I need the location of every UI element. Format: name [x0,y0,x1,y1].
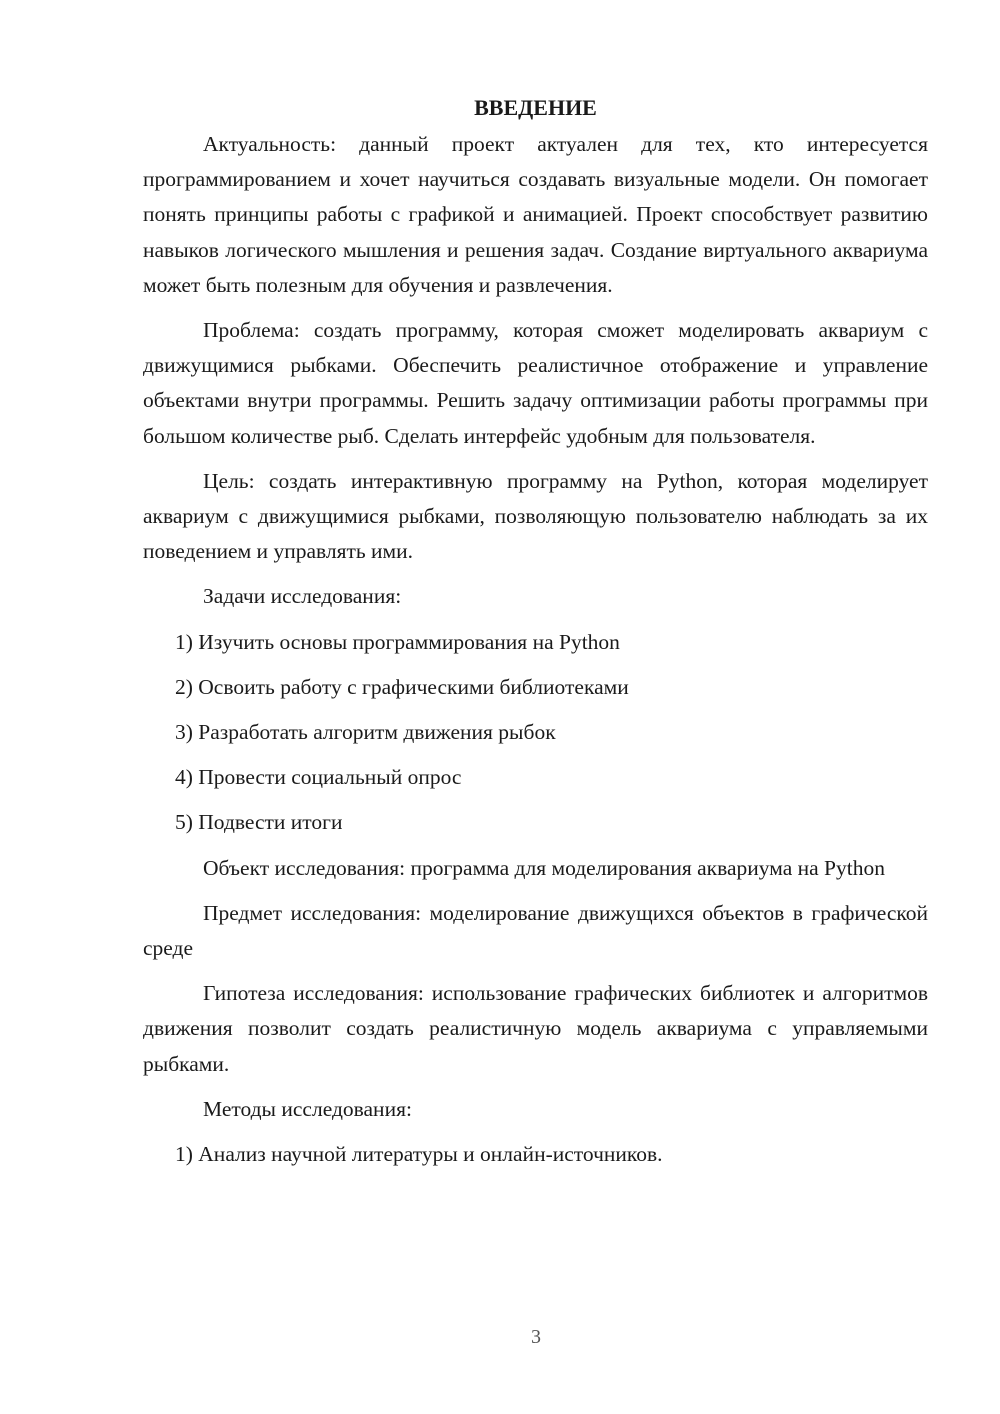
tasks-heading: Задачи исследования: [203,584,402,609]
task-item-1: 1) Изучить основы программирования на Python [175,629,620,654]
task-item-2: 2) Освоить работу с графическими библиотеками [175,674,629,699]
paragraph-hypothesis: Гипотеза исследования: использование графических библиотек и алгоритмов движения позволит создать реалистичную модель аквариума с управляемыми рыбками. [143,981,928,1076]
paragraph-problem: Проблема: создать программу, которая сможет моделировать аквариум с движущимися рыбками. Обеспечить реалистичное отображение и управление объектами внутри программы. Решить задачу оптимизации работы программы при большом количестве рыб. Сделать интерфейс удобным для пользователя. [143,318,928,448]
method-item-1: 1) Анализ научной литературы и онлайн-источников. [175,1142,663,1167]
paragraph-object: Объект исследования: программа для моделирования аквариума на Python [203,855,885,880]
section-title: ВВЕДЕНИЕ [474,95,597,120]
document-page [143,93,928,1182]
paragraph-subject: Предмет исследования: моделирование движущихся объектов в графической среде [143,900,928,961]
page-number: 3 [531,1326,541,1348]
task-item-4: 4) Провести социальный опрос [175,765,462,790]
paragraph-goal: Цель: создать интерактивную программу на Python, которая моделирует аквариум с движущимися рыбками, позволяющую пользователю наблюдать за их поведением и управлять ими. [143,468,928,564]
methods-heading: Методы исследования: [203,1096,412,1121]
paragraph-relevance: Актуальность: данный проект актуален для тех, кто интересуется программированием и хочет научиться создавать визуальные модели. Он помогает понять принципы работы с графикой и анимацией. Проект способствует развитию навыков логического мышления и решения задач. Создание виртуального аквариума может быть полезным для обучения и развлечения. [143,132,928,297]
task-item-3: 3) Разработать алгоритм движения рыбок [175,720,556,745]
task-item-5: 5) Подвести итоги [175,810,343,835]
